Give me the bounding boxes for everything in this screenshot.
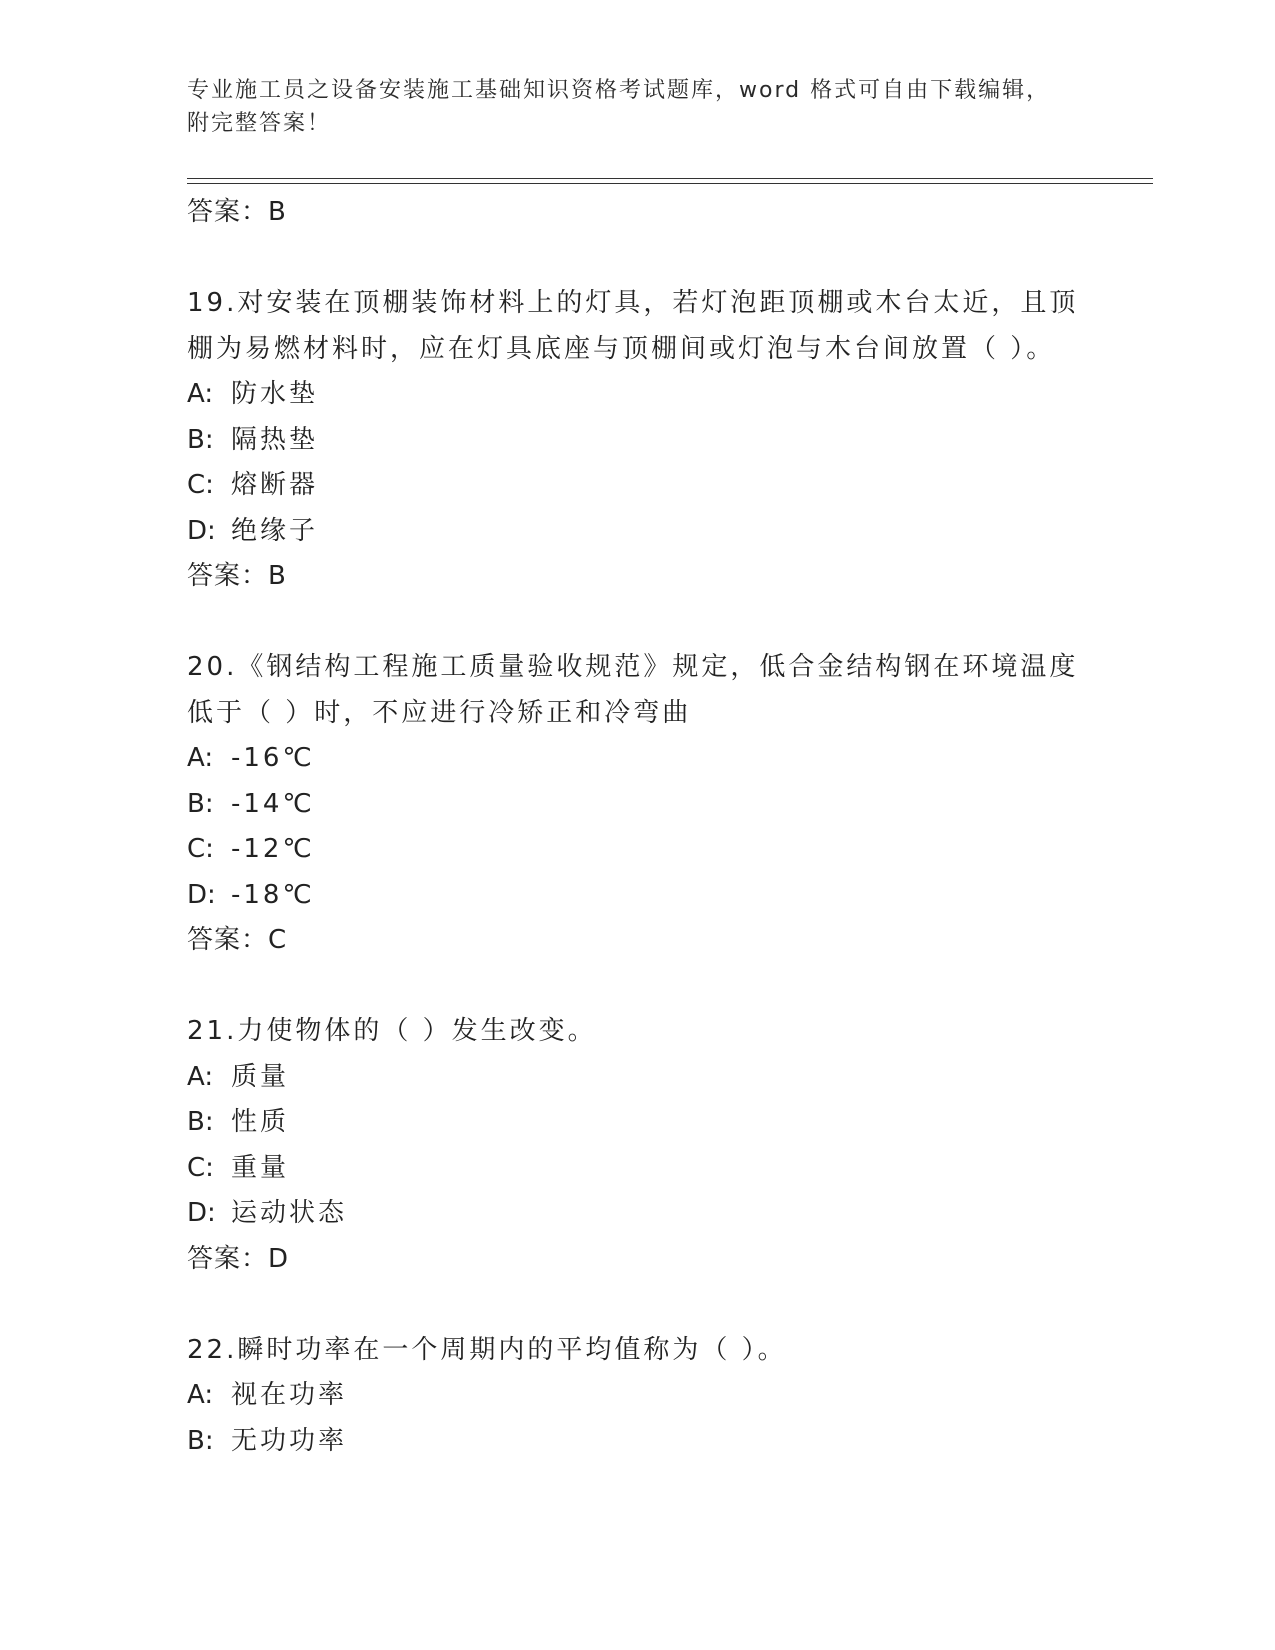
question-text-line: 22.瞬时功率在一个周期内的平均值称为（ ）。 xyxy=(187,1334,787,1365)
question-text-line: 低于（ ）时，不应进行冷矫正和冷弯曲 xyxy=(187,697,692,728)
option-label: D: xyxy=(187,515,216,546)
option-text: 质量 xyxy=(231,1061,290,1092)
option-label: D: xyxy=(187,1198,216,1228)
answer: 答案：B xyxy=(187,561,287,591)
option-text: -18℃ xyxy=(231,879,315,910)
question-text-line: 21.力使物体的（ ）发生改变。 xyxy=(187,1016,597,1046)
spacer xyxy=(187,600,1087,646)
header-rule-top xyxy=(187,178,1153,179)
option-b xyxy=(187,1100,1087,1146)
option-label: B: xyxy=(187,788,214,819)
option-text: 防水垫 xyxy=(231,379,319,409)
option-a xyxy=(187,1373,1087,1419)
header-line-2: 附完整答案！ xyxy=(187,111,332,136)
option-text: 熔断器 xyxy=(231,470,319,500)
option-text: 重量 xyxy=(231,1152,290,1183)
option-a xyxy=(187,736,1087,782)
spacer xyxy=(187,964,1087,1010)
question-21 xyxy=(187,1009,1087,1282)
option-label: B: xyxy=(187,1107,214,1137)
option-label: C: xyxy=(187,1152,214,1183)
option-text: 无功功率 xyxy=(231,1425,348,1456)
option-label: C: xyxy=(187,470,214,500)
option-label: B: xyxy=(187,424,214,455)
option-b xyxy=(187,1419,1087,1465)
previous-answer: 答案：B xyxy=(187,197,287,227)
question-text-line: 棚为易燃材料时，应在灯具底座与顶棚间或灯泡与木台间放置（ ）。 xyxy=(187,333,1056,364)
header-rule-bottom xyxy=(187,183,1153,184)
option-d xyxy=(187,873,1087,919)
option-text: 隔热垫 xyxy=(231,424,319,455)
header-line-1: 专业施工员之设备安装施工基础知识资格考试题库，word 格式可自由下载编辑， xyxy=(187,78,1051,103)
option-text: -12℃ xyxy=(231,834,315,864)
option-label: A: xyxy=(187,1061,214,1092)
option-b xyxy=(187,782,1087,828)
option-label: C: xyxy=(187,834,214,864)
question-list xyxy=(187,190,1087,1464)
document-header xyxy=(187,74,1067,140)
option-text: -14℃ xyxy=(231,788,315,819)
spacer xyxy=(187,1282,1087,1328)
option-text: -16℃ xyxy=(231,743,315,773)
option-text: 绝缘子 xyxy=(231,515,319,546)
option-text: 视在功率 xyxy=(231,1380,348,1410)
option-d xyxy=(187,509,1087,555)
option-c xyxy=(187,1146,1087,1192)
option-label: A: xyxy=(187,1380,214,1410)
option-a xyxy=(187,1055,1087,1101)
option-text: 性质 xyxy=(231,1107,290,1137)
option-d xyxy=(187,1191,1087,1237)
question-19 xyxy=(187,281,1087,600)
option-c xyxy=(187,463,1087,509)
option-label: A: xyxy=(187,379,214,409)
answer: 答案：C xyxy=(187,925,288,955)
option-label: A: xyxy=(187,743,214,773)
spacer xyxy=(187,236,1087,282)
option-b xyxy=(187,418,1087,464)
question-22 xyxy=(187,1328,1087,1465)
option-text: 运动状态 xyxy=(231,1198,348,1228)
option-c xyxy=(187,827,1087,873)
option-a xyxy=(187,372,1087,418)
answer: 答案：D xyxy=(187,1243,290,1274)
option-label: D: xyxy=(187,879,216,910)
question-text-line: 20.《钢结构工程施工质量验收规范》规定，低合金结构钢在环境温度 xyxy=(187,652,1079,682)
question-text-line: 19.对安装在顶棚装饰材料上的灯具，若灯泡距顶棚或木台太近，且顶 xyxy=(187,288,1079,318)
option-label: B: xyxy=(187,1425,214,1456)
question-20 xyxy=(187,645,1087,964)
